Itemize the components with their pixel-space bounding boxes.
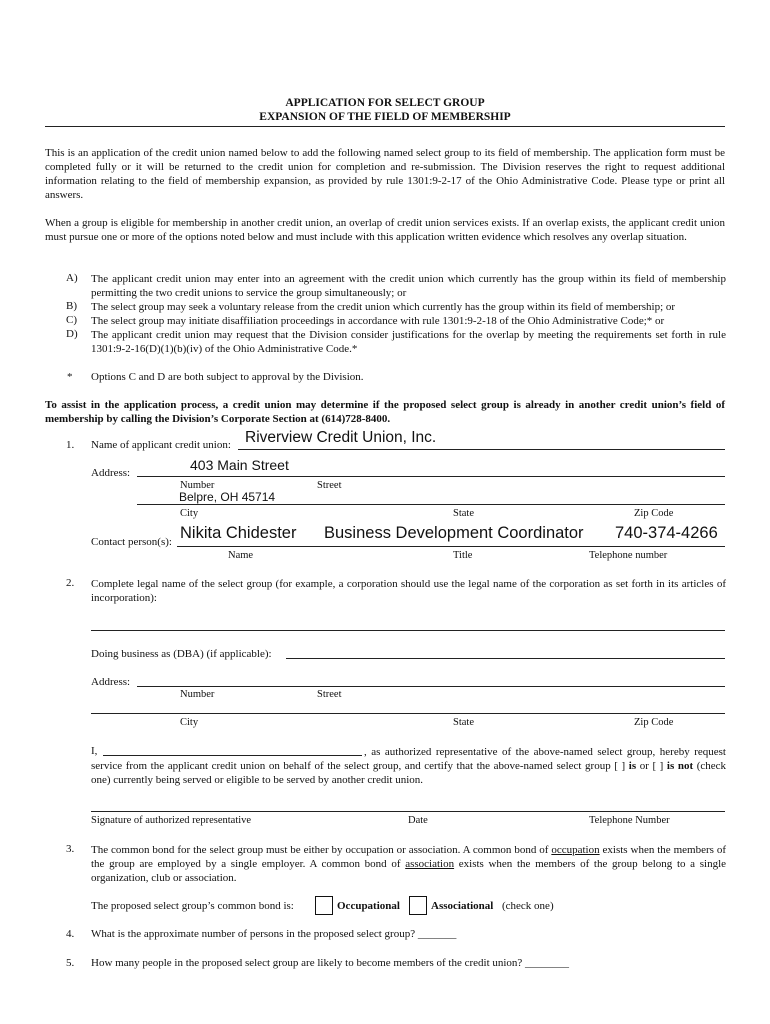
zip-caption: Zip Code bbox=[634, 508, 674, 519]
cert-text-part2: (check one) currently being served or eligible to be served by another credit union. bbox=[91, 760, 727, 786]
certification-text bbox=[91, 745, 726, 787]
option-c-letter: C) bbox=[66, 314, 77, 326]
occupational-label: Occupational bbox=[337, 900, 400, 912]
dba-label: Doing business as (DBA) (if applicable): bbox=[91, 648, 272, 660]
intro-paragraph-1: This is an application of the credit union named below to add the following named select group to its field of membership. The application form must be completed fully or it will be returned to the credit union for completion and re-submission. The Division reserves the right to request additional information relating to the field of membership expansion, as provided by rule 1301:9-2-17 of the Ohio Administrative Code. Please type or print all answers. bbox=[45, 147, 725, 201]
section4-question[interactable]: What is the approximate number of persons in the proposed select group? _______ bbox=[91, 928, 457, 940]
group-city-line[interactable] bbox=[91, 713, 725, 714]
city-caption: City bbox=[180, 508, 199, 519]
section2-number: 2. bbox=[66, 577, 75, 589]
associational-label: Associational bbox=[431, 900, 494, 912]
contact-phone-field[interactable]: 740-374-4266 bbox=[615, 524, 718, 542]
contact-line bbox=[177, 546, 725, 547]
occupational-checkbox[interactable] bbox=[315, 896, 333, 915]
city-line bbox=[137, 504, 725, 505]
form-title-line2: EXPANSION OF THE FIELD OF MEMBERSHIP bbox=[259, 111, 511, 123]
common-bond-text-1: The common bond for the select group must be either by occupation or association. A common bond of bbox=[91, 844, 549, 856]
address-label: Address: bbox=[91, 467, 131, 479]
option-d-letter: D) bbox=[66, 328, 78, 340]
street-address-line bbox=[137, 476, 725, 477]
signature-caption: Signature of authorized representative bbox=[91, 815, 252, 826]
option-a-letter: A) bbox=[66, 272, 78, 284]
contact-title-field[interactable]: Business Development Coordinator bbox=[324, 524, 584, 542]
name-caption: Name bbox=[228, 550, 254, 561]
date-caption: Date bbox=[408, 815, 428, 826]
section3-text bbox=[91, 843, 726, 885]
city-state-zip-field[interactable]: Belpre, OH 45714 bbox=[179, 490, 276, 504]
associational-checkbox[interactable] bbox=[409, 896, 427, 915]
cert-is: is bbox=[628, 760, 637, 772]
cert-is-not: is not bbox=[666, 760, 694, 772]
group-street-caption: Street bbox=[317, 689, 342, 700]
common-bond-label: The proposed select group’s common bond is: bbox=[91, 900, 294, 912]
option-b-text: The select group may seek a voluntary release from the credit union which currently has the group within its field of membership; or bbox=[91, 301, 676, 313]
dba-line[interactable] bbox=[286, 658, 725, 659]
contact-person-label: Contact person(s): bbox=[91, 536, 172, 548]
footnote-text: Options C and D are both subject to approval by the Division. bbox=[91, 371, 364, 383]
street-address-field[interactable]: 403 Main Street bbox=[190, 457, 289, 473]
check-one-note: (check one) bbox=[502, 900, 554, 912]
group-state-caption: State bbox=[453, 717, 474, 728]
section3-number: 3. bbox=[66, 843, 75, 855]
option-c-text: The select group may initiate disaffiliation proceedings in accordance with rule 1301:9-2-18 of the Ohio Administrative Code;* or bbox=[91, 315, 665, 327]
section1-number: 1. bbox=[66, 439, 75, 451]
assist-note: To assist in the application process, a credit union may determine if the proposed select group is already in another credit union’s field of membership by calling the Division’s Corporate Section at (614)728-8400. bbox=[45, 399, 725, 425]
group-address-label: Address: bbox=[91, 676, 131, 688]
legal-name-line[interactable] bbox=[91, 630, 725, 631]
cert-prefix: I, bbox=[91, 745, 98, 757]
number-caption: Number bbox=[180, 480, 215, 491]
street-caption: Street bbox=[317, 480, 342, 491]
applicant-name-label: Name of applicant credit union: bbox=[91, 439, 231, 451]
applicant-name-field[interactable]: Riverview Credit Union, Inc. bbox=[245, 429, 437, 446]
form-title-line1: APPLICATION FOR SELECT GROUP bbox=[285, 97, 485, 109]
association-word: association bbox=[405, 858, 455, 870]
common-bond-text-2: exists when the members of the group are employed by a single employer. A common bond of bbox=[91, 844, 727, 870]
section4-number: 4. bbox=[66, 928, 75, 940]
occupation-word: occupation bbox=[551, 844, 600, 856]
section2-instructions: Complete legal name of the select group (for example, a corporation should use the legal name of the corporation as set forth in its articles of incorporation): bbox=[91, 578, 726, 604]
group-city-caption: City bbox=[180, 717, 199, 728]
group-street-line[interactable] bbox=[137, 686, 725, 687]
intro-paragraph-2: When a group is eligible for membership in another credit union, an overlap of credit union services exists. If an overlap exists, the applicant credit union must pursue one or more of the options noted below and must include with this application written evidence which resolves any overlap situation. bbox=[45, 217, 725, 243]
group-zip-caption: Zip Code bbox=[634, 717, 674, 728]
section5-number: 5. bbox=[66, 957, 75, 969]
cert-or: or [ ] bbox=[639, 760, 664, 772]
state-caption: State bbox=[453, 508, 474, 519]
footnote-mark: * bbox=[67, 371, 73, 383]
title-divider bbox=[45, 126, 725, 127]
common-bond-text-3: exists when the members of the group belong to a single organization, club or association. bbox=[91, 858, 727, 884]
telephone-number-caption: Telephone Number bbox=[589, 815, 670, 826]
group-number-caption: Number bbox=[180, 689, 215, 700]
option-a-text: The applicant credit union may enter into an agreement with the credit union which currently has the group within its field of membership permitting the two credit unions to service the group simultaneously; or bbox=[91, 273, 726, 299]
contact-name-field[interactable]: Nikita Chidester bbox=[180, 524, 297, 542]
option-d-text: The applicant credit union may request that the Division consider justifications for the overlap by meeting the requirements set forth in rule 1301:9-2-16(D)(1)(b)(iv) of the Ohio Administrative Code.* bbox=[91, 329, 726, 355]
telephone-caption: Telephone number bbox=[589, 550, 668, 561]
applicant-name-line bbox=[238, 449, 725, 450]
section5-question[interactable]: How many people in the proposed select group are likely to become members of the credit union? ________ bbox=[91, 957, 570, 969]
title-caption: Title bbox=[453, 550, 473, 561]
cert-text-part1: , as authorized representative of the above-named select group, hereby request service from the applicant credit union on behalf of the select group, and certify that the above-named select group [ ] bbox=[91, 746, 726, 772]
signature-line[interactable] bbox=[91, 811, 725, 812]
option-b-letter: B) bbox=[66, 300, 77, 312]
